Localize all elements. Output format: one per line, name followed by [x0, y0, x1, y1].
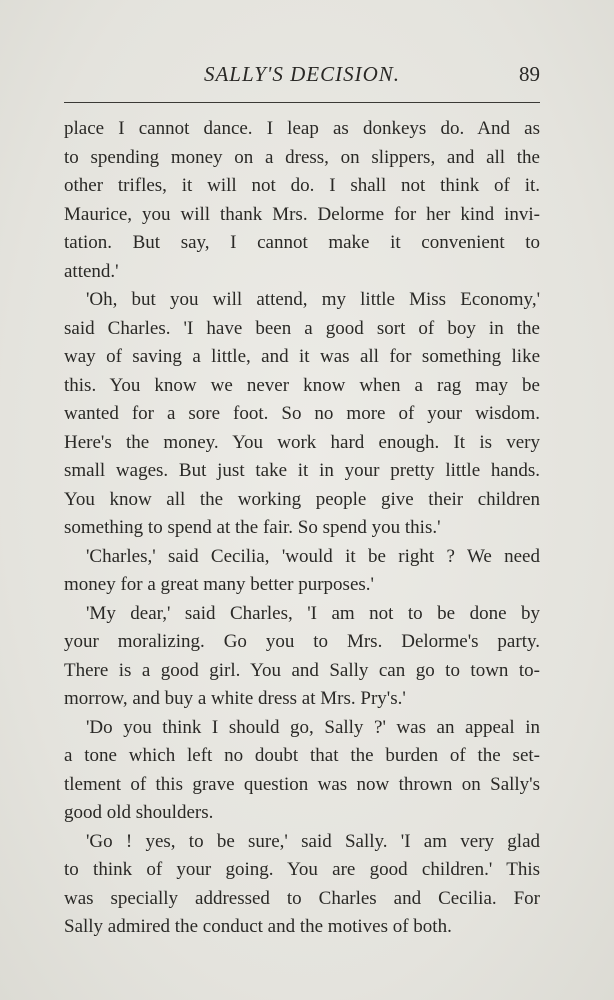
paragraph [64, 286, 540, 543]
text-line: a tone which left no doubt that the burden of the set- [64, 745, 540, 766]
text-line: was specially addressed to Charles and Cecilia. For [64, 887, 540, 909]
header-rule [64, 102, 540, 103]
text-line: Here's the money. You work hard enough. It is very [64, 431, 540, 453]
text-line: to spending money on a dress, on slippers, and all the [64, 146, 540, 168]
text-line: this. You know we never know when a rag may be [64, 374, 540, 396]
text-line: your moralizing. Go you to Mrs. Delorme's party. [64, 631, 540, 652]
text-line: attend.' [64, 260, 119, 282]
text-line: Sally admired the conduct and the motives of both. [64, 916, 452, 937]
body-text [64, 115, 540, 942]
text-line: Maurice, you will thank Mrs. Delorme for her kind invi- [64, 203, 540, 225]
text-line: 'My dear,' said Charles, 'I am not to be done by [86, 602, 540, 624]
running-title: SALLY'S DECISION. [203, 62, 401, 86]
text-line: 'Go ! yes, to be sure,' said Sally. 'I am very glad [86, 830, 540, 852]
text-line: There is a good girl. You and Sally can go to town to- [64, 659, 540, 681]
paragraph [64, 714, 540, 828]
text-line: said Charles. 'I have been a good sort of boy in the [64, 317, 540, 339]
text-line: good old shoulders. [64, 802, 214, 823]
text-line: other trifles, it will not do. I shall not think of it. [64, 175, 540, 196]
text-line: something to spend at the fair. So spend you this.' [64, 517, 441, 538]
text-line: You know all the working people give their children [64, 488, 540, 510]
paragraph [64, 600, 540, 714]
text-line: place I cannot dance. I leap as donkeys do. And as [64, 118, 540, 139]
text-line: 'Do you think I should go, Sally ?' was an appeal in [86, 716, 540, 738]
text-line: morrow, and buy a white dress at Mrs. Pry's.' [64, 688, 406, 709]
text-line: tation. But say, I cannot make it convenient to [64, 232, 540, 253]
page-number: 89 [519, 62, 540, 86]
text-line: to think of your going. You are good children.' This [64, 859, 540, 880]
paragraph [64, 115, 540, 286]
text-line: 'Oh, but you will attend, my little Miss Economy,' [86, 289, 540, 310]
text-line: way of saving a little, and it was all for something like [64, 346, 540, 367]
page-header [64, 58, 540, 98]
text-line: tlement of this grave question was now thrown on Sally's [64, 773, 540, 795]
text-line: wanted for a sore foot. So no more of your wisdom. [64, 403, 540, 424]
text-line: 'Charles,' said Cecilia, 'would it be right ? We need [86, 545, 540, 567]
text-line: money for a great many better purposes.' [64, 574, 374, 595]
paragraph [64, 543, 540, 600]
text-line: small wages. But just take it in your pretty little hands. [64, 460, 540, 481]
paragraph [64, 828, 540, 942]
